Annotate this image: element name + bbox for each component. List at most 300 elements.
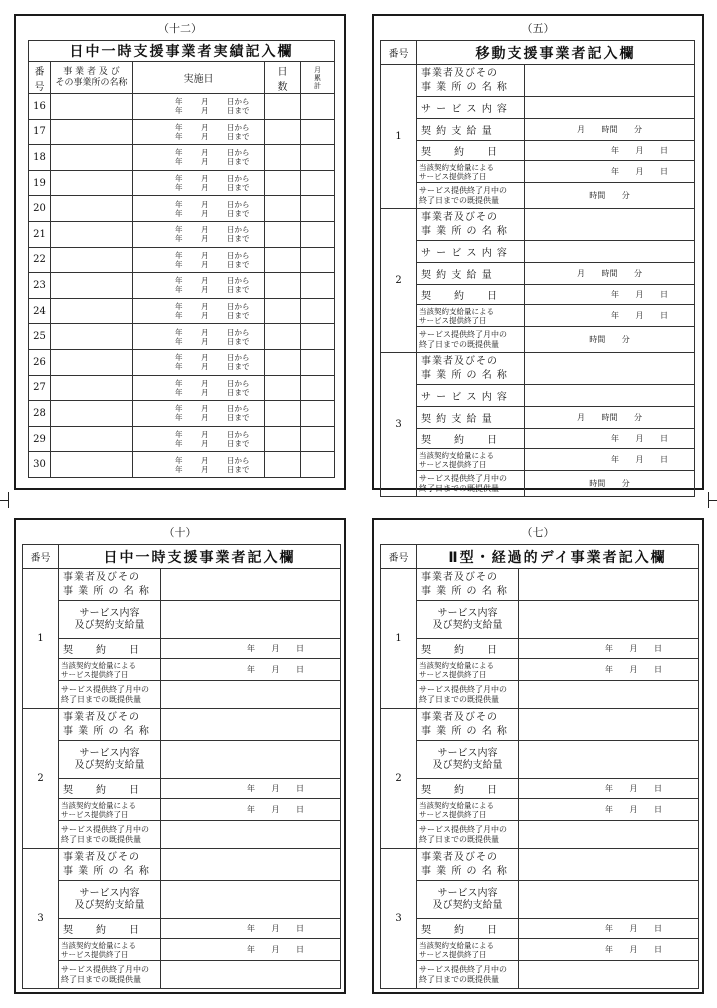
from-day: 日から bbox=[227, 276, 250, 286]
unit-year: 年 bbox=[604, 784, 613, 793]
label-jigyosha-1: 事業者及びその bbox=[421, 571, 498, 583]
to-year: 年 bbox=[175, 259, 183, 269]
unit-day: 日 bbox=[296, 644, 305, 653]
panel-title: 日中一時支援事業者実績記入欄 bbox=[29, 41, 335, 62]
teikyo-input[interactable] bbox=[161, 681, 341, 709]
label-keiyaku-bi: 契 約 日 bbox=[421, 785, 498, 796]
total-cell[interactable] bbox=[301, 94, 335, 120]
toudai-input[interactable] bbox=[519, 659, 699, 681]
record-row bbox=[29, 349, 335, 375]
service-input[interactable] bbox=[525, 385, 695, 407]
keiyaku-bi-input[interactable] bbox=[161, 639, 341, 659]
days-cell[interactable] bbox=[265, 375, 301, 401]
header-total-3: 計 bbox=[314, 81, 321, 90]
unit-year: 年 bbox=[604, 665, 613, 674]
from-day: 日から bbox=[227, 148, 250, 158]
label-service-2: 及び契約支給量 bbox=[74, 899, 145, 911]
total-cell[interactable] bbox=[301, 273, 335, 299]
label-toudai-1: 当該契約支給量による bbox=[419, 800, 494, 810]
from-day: 日から bbox=[227, 174, 250, 184]
toudai-input[interactable] bbox=[519, 939, 699, 961]
from-month: 月 bbox=[201, 302, 209, 312]
label-toudai-1: 当該契約支給量による bbox=[61, 940, 136, 950]
unit-month: 月 bbox=[629, 644, 638, 653]
jigyosha-input[interactable] bbox=[519, 849, 699, 881]
unit-day: 日 bbox=[654, 644, 663, 653]
days-cell[interactable] bbox=[265, 196, 301, 222]
unit-minute: 分 bbox=[634, 125, 643, 134]
label-toudai-1: 当該契約支給量による bbox=[419, 162, 494, 172]
service-input[interactable] bbox=[519, 601, 699, 639]
unit-day: 日 bbox=[660, 167, 669, 176]
label-jigyosha-1: 事業者及びその bbox=[63, 851, 140, 863]
teikyo-input[interactable] bbox=[519, 821, 699, 849]
label-toudai-2: サービス提供終了日 bbox=[419, 315, 487, 325]
unit-minute: 分 bbox=[621, 479, 630, 488]
unit-day: 日 bbox=[654, 924, 663, 933]
to-month: 月 bbox=[201, 259, 209, 269]
header-total-2: 累 bbox=[314, 73, 321, 82]
days-cell[interactable] bbox=[265, 298, 301, 324]
label-jigyosha-2: 事 業 所 の 名 称 bbox=[421, 225, 508, 237]
label-teikyo-2: 終了日までの既提供量 bbox=[419, 483, 499, 493]
from-day: 日から bbox=[227, 122, 250, 132]
group-row bbox=[381, 569, 699, 601]
group-number: 2 bbox=[395, 275, 402, 286]
to-month: 月 bbox=[201, 413, 209, 423]
to-year: 年 bbox=[175, 336, 183, 346]
label-jigyosha-1: 事業者及びその bbox=[421, 851, 498, 863]
to-month: 月 bbox=[201, 106, 209, 116]
date-cell[interactable] bbox=[133, 426, 265, 452]
row-number: 17 bbox=[33, 126, 46, 138]
service-input[interactable] bbox=[519, 881, 699, 919]
total-cell[interactable] bbox=[301, 375, 335, 401]
days-cell[interactable] bbox=[265, 247, 301, 273]
unit-month: 月 bbox=[635, 290, 644, 299]
label-service: サ ー ビ ス 内 容 bbox=[421, 248, 508, 259]
label-jigyosha-2: 事 業 所 の 名 称 bbox=[63, 585, 150, 597]
panel-number: （五） bbox=[521, 22, 555, 35]
label-teikyo-2: 終了日までの既提供量 bbox=[419, 694, 499, 704]
unit-month: 月 bbox=[576, 125, 585, 134]
from-day: 日から bbox=[227, 378, 250, 388]
date-cell[interactable] bbox=[133, 94, 265, 120]
crop-mark bbox=[8, 500, 9, 508]
service-input[interactable] bbox=[519, 741, 699, 779]
jigyosha-cell[interactable] bbox=[51, 298, 133, 324]
jigyosha-cell[interactable] bbox=[51, 119, 133, 145]
from-year: 年 bbox=[175, 302, 183, 312]
unit-month: 月 bbox=[271, 784, 280, 793]
service-input[interactable] bbox=[525, 97, 695, 119]
date-cell[interactable] bbox=[133, 170, 265, 196]
to-month: 月 bbox=[201, 157, 209, 167]
teikyo-input[interactable] bbox=[525, 471, 695, 497]
label-teikyo-1: サービス提供終了月中の bbox=[419, 684, 507, 694]
jigyosha-cell[interactable] bbox=[51, 196, 133, 222]
to-month: 月 bbox=[201, 336, 209, 346]
label-toudai-2: サービス提供終了日 bbox=[61, 949, 129, 959]
toudai-input[interactable] bbox=[161, 659, 341, 681]
unit-month: 月 bbox=[576, 269, 585, 278]
label-teikyo-1: サービス提供終了月中の bbox=[419, 964, 507, 974]
keiyaku-bi-input[interactable] bbox=[525, 429, 695, 449]
unit-year: 年 bbox=[610, 311, 619, 320]
label-jigyosha-1: 事業者及びその bbox=[63, 711, 140, 723]
label-toudai-1: 当該契約支給量による bbox=[61, 800, 136, 810]
unit-hour: 時間 bbox=[589, 479, 606, 488]
date-cell[interactable] bbox=[133, 401, 265, 427]
panel-title: Ⅱ型・経過的デイ事業者記入欄 bbox=[417, 545, 699, 569]
teikyo-input[interactable] bbox=[161, 821, 341, 849]
total-cell[interactable] bbox=[301, 298, 335, 324]
unit-day: 日 bbox=[654, 805, 663, 814]
teikyo-input[interactable] bbox=[161, 961, 341, 989]
group-number: 2 bbox=[395, 773, 402, 784]
unit-month: 月 bbox=[271, 945, 280, 954]
jigyosha-input[interactable] bbox=[161, 569, 341, 601]
toudai-input[interactable] bbox=[525, 305, 695, 327]
date-cell[interactable] bbox=[133, 119, 265, 145]
unit-year: 年 bbox=[610, 455, 619, 464]
label-jigyosha-1: 事業者及びその bbox=[421, 355, 498, 367]
date-cell[interactable] bbox=[133, 375, 265, 401]
teikyo-input[interactable] bbox=[525, 183, 695, 209]
unit-month: 月 bbox=[576, 413, 585, 422]
row-number: 18 bbox=[33, 151, 46, 163]
unit-month: 月 bbox=[629, 945, 638, 954]
label-toudai-2: サービス提供終了日 bbox=[419, 809, 487, 819]
group-number: 1 bbox=[395, 131, 402, 142]
group-row bbox=[381, 353, 695, 385]
days-cell[interactable] bbox=[265, 452, 301, 478]
keiyaku-bi-input[interactable] bbox=[519, 779, 699, 799]
keiyaku-bi-input[interactable] bbox=[161, 919, 341, 939]
group-number: 3 bbox=[395, 419, 402, 430]
days-cell[interactable] bbox=[265, 324, 301, 350]
service-input[interactable] bbox=[161, 741, 341, 779]
date-cell[interactable] bbox=[133, 452, 265, 478]
group-number: 3 bbox=[395, 913, 402, 924]
unit-month: 月 bbox=[635, 455, 644, 464]
unit-day: 日 bbox=[660, 434, 669, 443]
keiyaku-ryo-input[interactable] bbox=[525, 119, 695, 141]
unit-month: 月 bbox=[635, 167, 644, 176]
label-teikyo-1: サービス提供終了月中の bbox=[419, 824, 507, 834]
label-jigyosha-1: 事業者及びその bbox=[421, 67, 498, 79]
toudai-input[interactable] bbox=[525, 449, 695, 471]
record-row bbox=[29, 324, 335, 350]
jigyosha-cell[interactable] bbox=[51, 349, 133, 375]
label-toudai-2: サービス提供終了日 bbox=[419, 171, 487, 181]
group-number: 3 bbox=[37, 913, 44, 924]
group-row bbox=[23, 849, 341, 881]
days-cell[interactable] bbox=[265, 273, 301, 299]
keiyaku-ryo-input[interactable] bbox=[525, 407, 695, 429]
record-row bbox=[29, 196, 335, 222]
label-teikyo-2: 終了日までの既提供量 bbox=[61, 694, 141, 704]
label-keiyaku-ryo: 契 約 支 給 量 bbox=[421, 414, 493, 425]
to-month: 月 bbox=[201, 131, 209, 141]
from-day: 日から bbox=[227, 97, 250, 107]
label-teikyo-1: サービス提供終了月中の bbox=[61, 824, 149, 834]
toudai-input[interactable] bbox=[161, 799, 341, 821]
unit-year: 年 bbox=[246, 945, 255, 954]
from-day: 日から bbox=[227, 199, 250, 209]
toudai-input[interactable] bbox=[519, 799, 699, 821]
crop-mark bbox=[8, 492, 9, 500]
total-cell[interactable] bbox=[301, 145, 335, 171]
to-day: 日まで bbox=[227, 387, 250, 397]
jigyosha-cell[interactable] bbox=[51, 375, 133, 401]
from-day: 日から bbox=[227, 404, 250, 414]
date-cell[interactable] bbox=[133, 221, 265, 247]
days-cell[interactable] bbox=[265, 221, 301, 247]
from-year: 年 bbox=[175, 353, 183, 363]
label-jigyosha-2: 事 業 所 の 名 称 bbox=[421, 585, 508, 597]
from-month: 月 bbox=[201, 327, 209, 337]
header-jigyosha-1: 事 業 者 及 び bbox=[63, 66, 120, 77]
record-row bbox=[29, 298, 335, 324]
record-table bbox=[22, 544, 341, 989]
jigyosha-cell[interactable] bbox=[51, 273, 133, 299]
days-cell[interactable] bbox=[265, 145, 301, 171]
record-row bbox=[29, 170, 335, 196]
panel-12-record bbox=[14, 14, 346, 490]
group-row bbox=[381, 65, 695, 97]
row-number: 30 bbox=[33, 459, 46, 471]
record-row bbox=[29, 452, 335, 478]
to-year: 年 bbox=[175, 413, 183, 423]
from-month: 月 bbox=[201, 455, 209, 465]
date-cell[interactable] bbox=[133, 145, 265, 171]
unit-month: 月 bbox=[271, 805, 280, 814]
to-day: 日まで bbox=[227, 234, 250, 244]
from-year: 年 bbox=[175, 199, 183, 209]
to-year: 年 bbox=[175, 387, 183, 397]
keiyaku-bi-input[interactable] bbox=[519, 919, 699, 939]
from-month: 月 bbox=[201, 97, 209, 107]
label-jigyosha-2: 事 業 所 の 名 称 bbox=[63, 725, 150, 737]
keiyaku-bi-input[interactable] bbox=[519, 639, 699, 659]
toudai-input[interactable] bbox=[161, 939, 341, 961]
label-keiyaku-bi: 契 約 日 bbox=[421, 925, 498, 936]
header-date: 実施日 bbox=[133, 62, 265, 94]
header-bango: 番号 bbox=[381, 41, 417, 65]
panel-number: （七） bbox=[521, 526, 555, 539]
label-toudai-2: サービス提供終了日 bbox=[419, 459, 487, 469]
total-cell[interactable] bbox=[301, 452, 335, 478]
jigyosha-cell[interactable] bbox=[51, 426, 133, 452]
to-year: 年 bbox=[175, 285, 183, 295]
record-table bbox=[28, 40, 335, 478]
label-keiyaku-bi: 契 約 日 bbox=[421, 645, 498, 656]
jigyosha-input[interactable] bbox=[519, 709, 699, 741]
unit-day: 日 bbox=[296, 805, 305, 814]
label-teikyo-2: 終了日までの既提供量 bbox=[419, 195, 499, 205]
unit-year: 年 bbox=[246, 665, 255, 674]
days-cell[interactable] bbox=[265, 170, 301, 196]
from-day: 日から bbox=[227, 250, 250, 260]
to-day: 日まで bbox=[227, 131, 250, 141]
service-input[interactable] bbox=[161, 881, 341, 919]
unit-month: 月 bbox=[629, 665, 638, 674]
days-cell[interactable] bbox=[265, 426, 301, 452]
jigyosha-input[interactable] bbox=[161, 709, 341, 741]
from-month: 月 bbox=[201, 148, 209, 158]
label-toudai-1: 当該契約支給量による bbox=[419, 306, 494, 316]
total-cell[interactable] bbox=[301, 426, 335, 452]
group-row bbox=[381, 849, 699, 881]
teikyo-input[interactable] bbox=[519, 961, 699, 989]
record-row bbox=[29, 119, 335, 145]
from-year: 年 bbox=[175, 378, 183, 388]
service-input[interactable] bbox=[161, 601, 341, 639]
label-keiyaku-bi: 契 約 日 bbox=[421, 291, 498, 302]
crop-mark bbox=[709, 500, 717, 501]
date-cell[interactable] bbox=[133, 273, 265, 299]
record-table bbox=[380, 40, 695, 497]
to-year: 年 bbox=[175, 464, 183, 474]
unit-month: 月 bbox=[629, 805, 638, 814]
date-cell[interactable] bbox=[133, 247, 265, 273]
from-year: 年 bbox=[175, 250, 183, 260]
panel-10-nitchu bbox=[14, 518, 346, 994]
keiyaku-ryo-input[interactable] bbox=[525, 263, 695, 285]
crop-mark bbox=[0, 500, 8, 501]
row-number: 25 bbox=[33, 331, 46, 343]
date-cell[interactable] bbox=[133, 196, 265, 222]
to-year: 年 bbox=[175, 362, 183, 372]
unit-month: 月 bbox=[629, 924, 638, 933]
jigyosha-cell[interactable] bbox=[51, 145, 133, 171]
jigyosha-input[interactable] bbox=[161, 849, 341, 881]
unit-year: 年 bbox=[610, 146, 619, 155]
unit-day: 日 bbox=[654, 945, 663, 954]
to-day: 日まで bbox=[227, 157, 250, 167]
unit-day: 日 bbox=[296, 665, 305, 674]
date-cell[interactable] bbox=[133, 298, 265, 324]
jigyosha-cell[interactable] bbox=[51, 452, 133, 478]
from-month: 月 bbox=[201, 250, 209, 260]
label-jigyosha-1: 事業者及びその bbox=[63, 571, 140, 583]
jigyosha-input[interactable] bbox=[519, 569, 699, 601]
to-year: 年 bbox=[175, 208, 183, 218]
total-cell[interactable] bbox=[301, 349, 335, 375]
total-cell[interactable] bbox=[301, 247, 335, 273]
days-cell[interactable] bbox=[265, 94, 301, 120]
row-number: 28 bbox=[33, 407, 46, 419]
keiyaku-bi-input[interactable] bbox=[161, 779, 341, 799]
label-toudai-1: 当該契約支給量による bbox=[419, 660, 494, 670]
jigyosha-input[interactable] bbox=[525, 209, 695, 241]
jigyosha-cell[interactable] bbox=[51, 221, 133, 247]
total-cell[interactable] bbox=[301, 324, 335, 350]
date-cell[interactable] bbox=[133, 324, 265, 350]
group-row bbox=[381, 709, 699, 741]
to-day: 日まで bbox=[227, 336, 250, 346]
jigyosha-input[interactable] bbox=[525, 65, 695, 97]
label-service-2: 及び契約支給量 bbox=[74, 619, 145, 631]
total-cell[interactable] bbox=[301, 170, 335, 196]
to-month: 月 bbox=[201, 208, 209, 218]
from-month: 月 bbox=[201, 353, 209, 363]
label-service-1: サービス内容 bbox=[437, 607, 498, 619]
service-input[interactable] bbox=[525, 241, 695, 263]
to-day: 日まで bbox=[227, 285, 250, 295]
label-keiyaku-bi: 契 約 日 bbox=[421, 147, 498, 158]
to-day: 日まで bbox=[227, 464, 250, 474]
group-row bbox=[381, 209, 695, 241]
teikyo-input[interactable] bbox=[519, 681, 699, 709]
label-jigyosha-2: 事 業 所 の 名 称 bbox=[421, 865, 508, 877]
jigyosha-input[interactable] bbox=[525, 353, 695, 385]
jigyosha-cell[interactable] bbox=[51, 94, 133, 120]
label-teikyo-2: 終了日までの既提供量 bbox=[61, 834, 141, 844]
from-year: 年 bbox=[175, 327, 183, 337]
unit-month: 月 bbox=[629, 784, 638, 793]
unit-month: 月 bbox=[635, 311, 644, 320]
days-cell[interactable] bbox=[265, 119, 301, 145]
unit-day: 日 bbox=[296, 784, 305, 793]
unit-day: 日 bbox=[660, 455, 669, 464]
total-cell[interactable] bbox=[301, 221, 335, 247]
unit-month: 月 bbox=[635, 434, 644, 443]
jigyosha-cell[interactable] bbox=[51, 401, 133, 427]
from-year: 年 bbox=[175, 276, 183, 286]
keiyaku-bi-input[interactable] bbox=[525, 285, 695, 305]
keiyaku-bi-input[interactable] bbox=[525, 141, 695, 161]
label-keiyaku-bi: 契 約 日 bbox=[63, 925, 140, 936]
to-month: 月 bbox=[201, 362, 209, 372]
unit-year: 年 bbox=[604, 945, 613, 954]
unit-month: 月 bbox=[271, 665, 280, 674]
total-cell[interactable] bbox=[301, 196, 335, 222]
from-month: 月 bbox=[201, 404, 209, 414]
to-year: 年 bbox=[175, 183, 183, 193]
record-row bbox=[29, 221, 335, 247]
row-number: 21 bbox=[33, 228, 46, 240]
label-jigyosha-2: 事 業 所 の 名 称 bbox=[63, 865, 150, 877]
record-table bbox=[380, 544, 699, 989]
days-cell[interactable] bbox=[265, 401, 301, 427]
from-day: 日から bbox=[227, 302, 250, 312]
jigyosha-cell[interactable] bbox=[51, 324, 133, 350]
jigyosha-cell[interactable] bbox=[51, 170, 133, 196]
from-month: 月 bbox=[201, 430, 209, 440]
to-year: 年 bbox=[175, 131, 183, 141]
toudai-input[interactable] bbox=[525, 161, 695, 183]
row-number: 20 bbox=[33, 203, 46, 215]
label-teikyo-1: サービス提供終了月中の bbox=[61, 684, 149, 694]
total-cell[interactable] bbox=[301, 119, 335, 145]
unit-year: 年 bbox=[246, 805, 255, 814]
teikyo-input[interactable] bbox=[525, 327, 695, 353]
to-day: 日まで bbox=[227, 311, 250, 321]
days-cell[interactable] bbox=[265, 349, 301, 375]
label-service-1: サービス内容 bbox=[437, 747, 498, 759]
record-row bbox=[29, 145, 335, 171]
to-day: 日まで bbox=[227, 106, 250, 116]
from-day: 日から bbox=[227, 455, 250, 465]
jigyosha-cell[interactable] bbox=[51, 247, 133, 273]
date-cell[interactable] bbox=[133, 349, 265, 375]
unit-year: 年 bbox=[246, 644, 255, 653]
label-service-2: 及び契約支給量 bbox=[432, 899, 503, 911]
total-cell[interactable] bbox=[301, 401, 335, 427]
panel-number: （十） bbox=[163, 526, 197, 539]
